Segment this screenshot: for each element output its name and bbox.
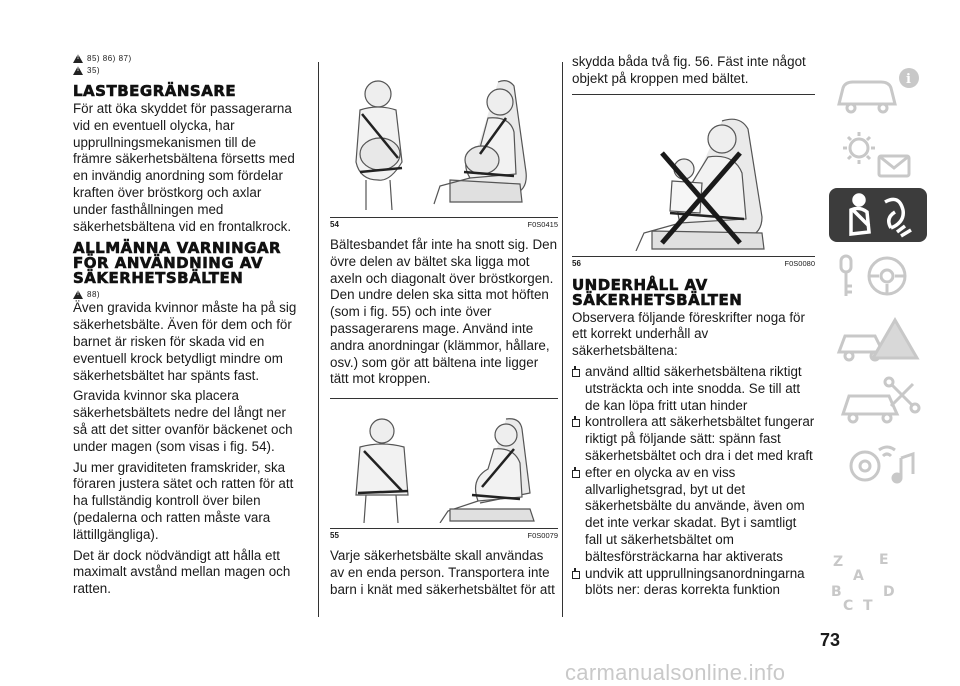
bullet-item <box>572 364 815 414</box>
bullet-text: efter en olycka av en viss allvarlighetsgrad, byt ut det säkerhetsbälte du använde, även om det inte verkar skadat. Byt i samtligt fall ut säkerhetsbältet om bältesförsträckarna har aktiverats <box>585 464 805 564</box>
svg-text:E: E <box>879 552 889 568</box>
wrench-car-icon <box>829 374 927 428</box>
heading-underhall: UNDERHÅLL AV SÄKERHETSBÄLTEN <box>572 275 743 309</box>
paragraph: Bältesbandet får inte ha snott sig. Den övre delen av bältet ska ligga mot axeln och diagonalt över bröstkorgen. Den undre delen ska sitta mot höften (som i fig. 55) och inte över passagerarens mage. Använd inte andra anordningar (klämmor, hållare, osv.) som gör att bältena inte ligger tätt mot kroppen. <box>330 237 558 387</box>
bullet-icon <box>572 571 580 579</box>
column-2 <box>330 62 558 603</box>
bullet-icon <box>572 470 580 478</box>
figure-number: 54 <box>330 220 339 229</box>
figure-caption <box>330 528 558 540</box>
warning-triangle-icon <box>73 54 83 63</box>
paragraph: Det är dock nödvändigt att hålla ett maximalt avstånd mellan magen och ratten. <box>73 547 291 597</box>
paragraph: För att öka skyddet för passagerarna vid en eventuell olycka, har upprullningsmekanismen till de främre säkerhetsbältena försetts med en invändig anordning som fördelar kraften över bröstkorg och axlar under fasthållningen med säkerhetsbältena vid en frontalkrock. <box>73 101 295 234</box>
bullet-item <box>572 566 815 600</box>
figure-caption <box>330 217 558 229</box>
figure-code: F0S0080 <box>784 258 815 268</box>
dashboard-lights-icon <box>829 126 927 180</box>
caution-refs-row <box>73 64 297 76</box>
bullet-item <box>572 414 815 464</box>
paragraph: skydda båda två fig. 56. Fäst inte något objekt på kroppen med bältet. <box>572 54 806 86</box>
caution-refs: 35) <box>87 65 101 75</box>
svg-text:T: T <box>863 598 873 614</box>
child-on-lap-prohibited-illustration <box>572 103 815 251</box>
figure-caption <box>572 256 815 268</box>
tab-starting-driving[interactable] <box>829 250 927 304</box>
warning-refs-row <box>73 288 297 300</box>
alphabet-index-icon <box>829 544 927 614</box>
driver-seatbelt-illustration <box>330 413 558 523</box>
horizontal-rule <box>572 94 815 95</box>
tab-emergency[interactable] <box>829 312 927 366</box>
paragraph: Även gravida kvinnor måste ha på sig säkerhetsbälte. Även för dem och för barnet är risken för skada vid en eventuell krock betydligt mindre om säkerhetsbältet har spänts fast. <box>73 300 297 383</box>
caution-triangle-icon <box>73 66 83 75</box>
seat-belt-airbag-icon <box>829 188 927 242</box>
heading-allmanna-varningar: ALLMÄNNA VARNINGAR FÖR ANVÄNDNING AV SÄKERHETSBÄLTEN <box>73 239 282 288</box>
svg-text:i: i <box>906 72 911 87</box>
figure-56 <box>572 103 815 268</box>
bullet-icon <box>572 419 580 427</box>
svg-text:B: B <box>831 584 842 600</box>
warning-refs: 85) 86) 87) <box>87 53 132 63</box>
bullet-text: undvik att upprullningsanordningarna blöts ner: deras korrekta funktion <box>585 565 805 598</box>
car-info-icon <box>829 64 927 118</box>
tab-car-info[interactable] <box>829 64 927 118</box>
figure-number: 55 <box>330 531 339 541</box>
figure-code: F0S0079 <box>527 531 558 541</box>
figure-54 <box>330 62 558 229</box>
paragraph: Observera följande föreskrifter noga för ett korrekt underhåll av säkerhetsbältena: <box>572 309 805 359</box>
svg-text:C: C <box>843 598 854 614</box>
column-3 <box>572 54 815 599</box>
bullet-item <box>572 465 815 566</box>
media-settings-icon <box>829 436 927 490</box>
paragraph: Gravida kvinnor ska placera säkerhetsbältets nedre del långt ner så att det sitter ovanför bäckenet och under magen (som visas i fig. 54). <box>73 388 293 454</box>
column-1 <box>73 52 297 602</box>
tab-maintenance[interactable] <box>829 374 927 428</box>
svg-text:A: A <box>853 568 864 584</box>
svg-text:Z: Z <box>833 554 844 570</box>
tab-safety[interactable] <box>829 188 927 242</box>
page-number: 73 <box>820 630 841 650</box>
bullet-text: använd alltid säkerhetsbältena riktigt utsträckta och inte snodda. Se till att de kan löpa fritt utan hinder <box>585 363 802 413</box>
figure-55 <box>330 413 558 540</box>
warning-refs-row <box>73 52 297 64</box>
figure-number: 56 <box>572 258 581 268</box>
tab-multimedia[interactable] <box>829 436 927 490</box>
warning-triangle-icon <box>73 290 83 299</box>
bullet-text: kontrollera att säkerhetsbältet fungerar riktigt på följande sätt: spänn fast säkerhetsbältet och dra i det med kraft <box>585 414 815 463</box>
paragraph: Varje säkerhetsbälte skall användas av en enda person. Transportera inte barn i knät med säkerhetsbältet för att <box>330 548 555 597</box>
horizontal-rule <box>330 398 558 399</box>
bullet-icon <box>572 369 580 377</box>
paragraph: Ju mer graviditeten framskrider, ska föraren justera sätet och ratten för att ha fullständig kontroll över bilen (pedalerna och ratten måste vara lättillgängliga). <box>73 459 294 542</box>
column-divider-2 <box>562 62 563 617</box>
heading-lastbegransare: LASTBEGRÄNSARE <box>73 82 237 100</box>
pregnant-woman-seatbelt-illustration <box>330 62 558 212</box>
figure-code: F0S0415 <box>527 220 558 229</box>
tab-dashboard-lights[interactable] <box>829 126 927 180</box>
tab-index[interactable] <box>829 544 927 614</box>
svg-text:D: D <box>883 584 895 600</box>
key-steering-icon <box>829 250 927 304</box>
hazard-warning-icon <box>829 312 927 366</box>
watermark: carmanualsonline.info <box>565 660 786 685</box>
column-divider-1 <box>318 62 319 617</box>
warning-refs: 88) <box>87 289 101 299</box>
